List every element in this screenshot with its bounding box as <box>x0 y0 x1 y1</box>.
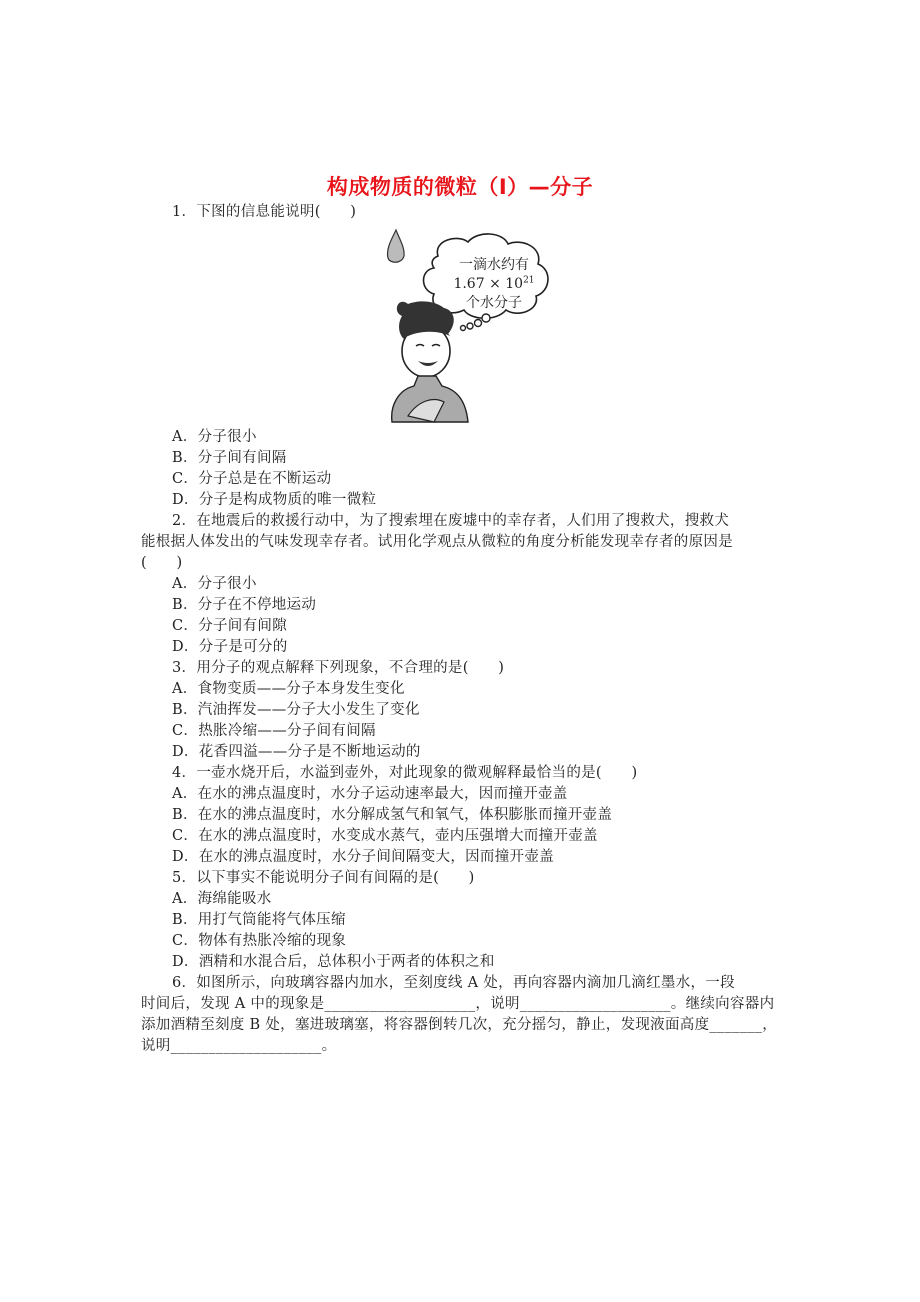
cloud-line-2 <box>444 275 544 294</box>
text-line: ( ) <box>141 555 183 571</box>
speech-cloud-text <box>444 256 544 313</box>
text-line: 说明____________________。 <box>141 1038 337 1054</box>
text-line: 能根据人体发出的气味发现幸存者。试用化学观点从微粒的角度分析能发现幸存者的原因是 <box>141 534 733 550</box>
cloud-number: 1.67 × 10 <box>453 276 524 292</box>
cloud-exponent: 21 <box>523 275 535 286</box>
text-line: 时间后，发现 A 中的现象是____________________，说明____________________。继续向容器内 <box>141 996 775 1012</box>
text-line: A．在水的沸点温度时，水分子运动速率最大，因而撞开壶盖 <box>172 786 568 802</box>
text-line: D．分子是可分的 <box>172 639 288 655</box>
cloud-line-3: 个水分子 <box>466 295 522 311</box>
text-line: D．在水的沸点温度时，水分子间间隔变大，因而撞开壶盖 <box>172 849 554 865</box>
text-line: A．分子很小 <box>172 429 257 445</box>
text-line: D．花香四溢——分子是不断地运动的 <box>172 744 421 760</box>
text-line: B．分子间有间隔 <box>172 450 287 466</box>
text-line: C．在水的沸点温度时，水变成水蒸气，壶内压强增大而撞开壶盖 <box>172 828 598 844</box>
text-line: B．汽油挥发——分子大小发生了变化 <box>172 702 420 718</box>
text-line: D．分子是构成物质的唯一微粒 <box>172 492 377 508</box>
text-line: 3．用分子的观点解释下列现象，不合理的是( ) <box>172 660 505 676</box>
page-title: 构成物质的微粒（Ⅰ）—分子 <box>326 175 594 199</box>
text-line: 2．在地震后的救援行动中，为了搜索埋在废墟中的幸存者，人们用了搜救犬，搜救犬 <box>172 513 730 529</box>
text-line: A．海绵能吸水 <box>172 891 272 907</box>
text-line: C．热胀冷缩——分子间有间隔 <box>172 723 376 739</box>
text-line: B．在水的沸点温度时，水分解成氢气和氧气，体积膨胀而撞开壶盖 <box>172 807 613 823</box>
text-line: 5．以下事实不能说明分子间有间隔的是( ) <box>172 870 475 886</box>
text-line: C．分子总是在不断运动 <box>172 471 332 487</box>
text-line: 4．一壶水烧开后，水溢到壶外，对此现象的微观解释最恰当的是( ) <box>172 765 638 781</box>
text-line: B．分子在不停地运动 <box>172 597 317 613</box>
text-line: C．分子间有间隙 <box>172 618 287 634</box>
text-line: B．用打气筒能将气体压缩 <box>172 912 346 928</box>
text-line: 6．如图所示，向玻璃容器内加水，至刻度线 A 处，再向容器内滴加几滴红墨水，一段 <box>172 975 735 991</box>
text-line: D．酒精和水混合后，总体积小于两者的体积之和 <box>172 954 495 970</box>
text-line: A．分子很小 <box>172 576 257 592</box>
girl-thinking-illustration <box>378 226 563 426</box>
text-line: A．食物变质——分子本身发生变化 <box>172 681 405 697</box>
text-line: C．物体有热胀冷缩的现象 <box>172 933 347 949</box>
text-line: 添加酒精至刻度 B 处，塞进玻璃塞，将容器倒转几次，充分摇匀，静止，发现液面高度_______， <box>141 1017 778 1033</box>
text-line: 1．下图的信息能说明( ) <box>172 204 357 220</box>
cloud-line-1: 一滴水约有 <box>459 257 529 273</box>
